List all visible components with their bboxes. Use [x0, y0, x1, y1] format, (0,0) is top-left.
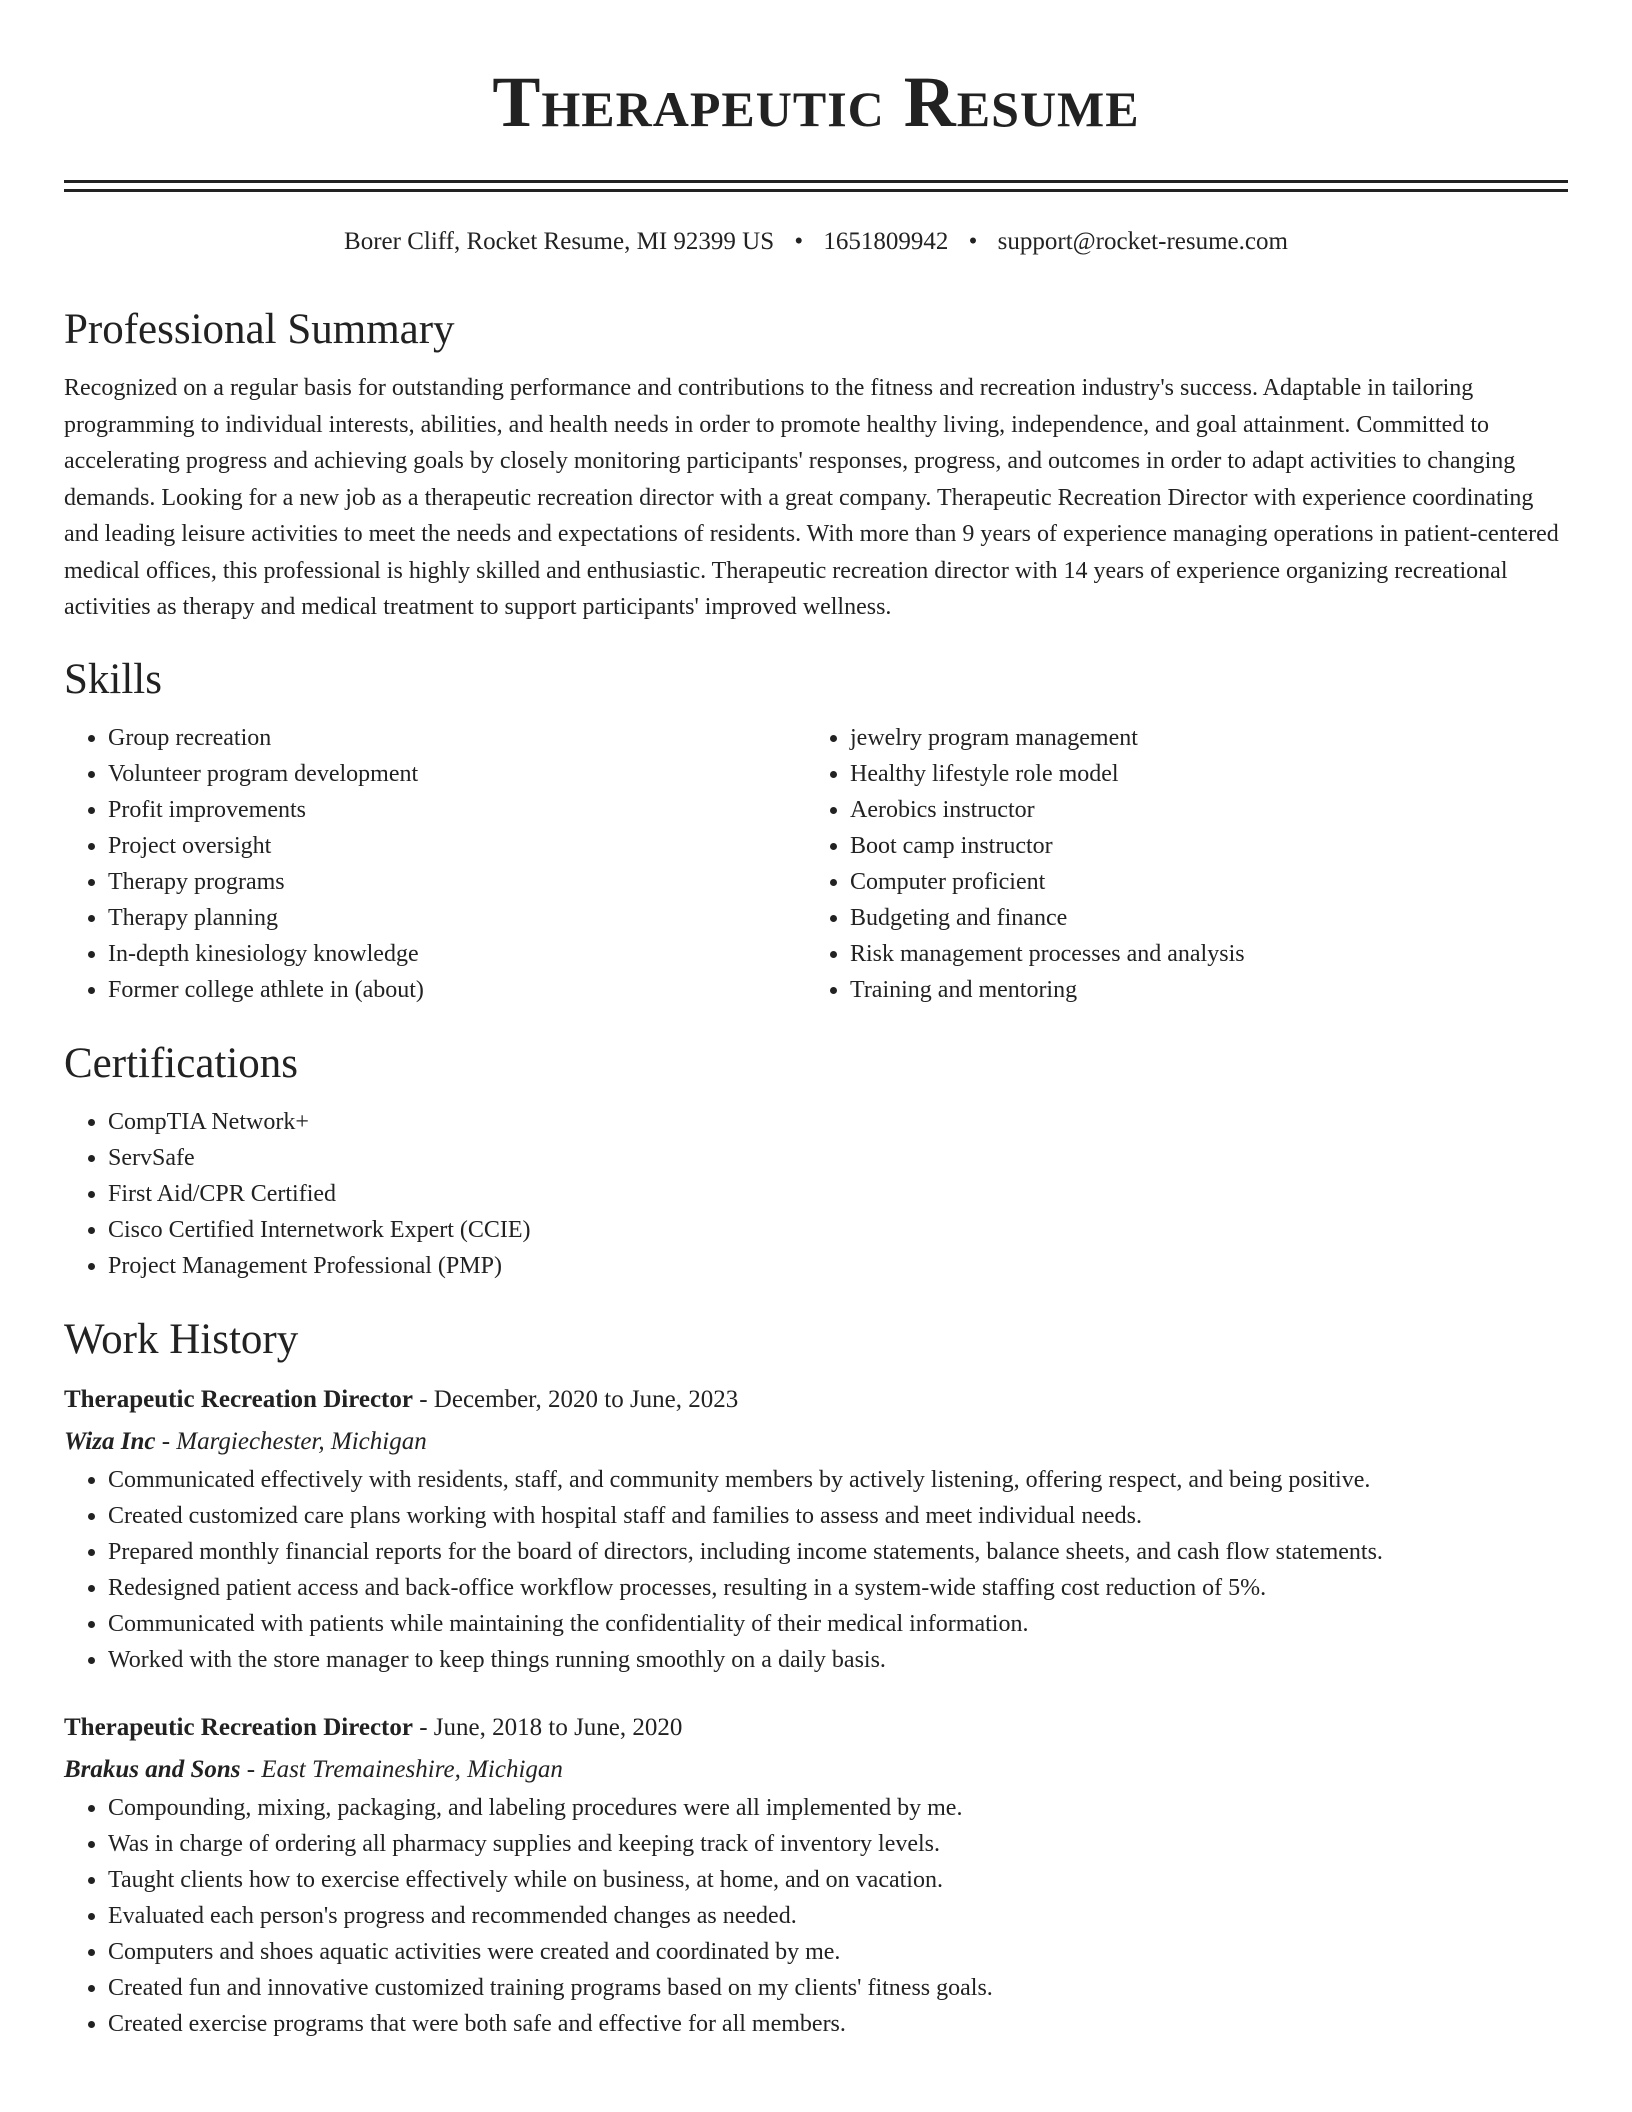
skill-item: • Volunteer program development — [108, 756, 806, 792]
job-duty-item: • Taught clients how to exercise effectively while on business, at home, and on vacation. — [108, 1862, 1568, 1898]
job-title: Therapeutic Recreation Director — [64, 1385, 413, 1413]
header-divider-top — [64, 180, 1568, 183]
certification-item: • CompTIA Network+ — [108, 1104, 1568, 1140]
contact-separator: • — [794, 228, 804, 255]
job-duty-item: • Prepared monthly financial reports for the board of directors, including income statements, balance sheets, and cash flow statements. — [108, 1534, 1568, 1570]
certification-item: • ServSafe — [108, 1140, 1568, 1176]
skills-heading: Skills — [64, 655, 162, 703]
summary-heading: Professional Summary — [64, 306, 455, 353]
job-duty-item: • Compounding, mixing, packaging, and labeling procedures were all implemented by me. — [108, 1790, 1568, 1826]
contact-phone: 1651809942 — [823, 228, 949, 255]
skill-item: • Healthy lifestyle role model — [850, 756, 1548, 792]
job-entry — [64, 1382, 1568, 1678]
skill-item: • Therapy planning — [108, 900, 806, 936]
job-duty-item: • Created fun and innovative customized training programs based on my clients' fitness goals. — [108, 1970, 1568, 2006]
job-duty-item: • Communicated with patients while maintaining the confidentiality of their medical information. — [108, 1606, 1568, 1642]
job-location: - East Tremaineshire, Michigan — [240, 1755, 563, 1783]
skills-list — [64, 720, 1568, 1008]
job-duties-list — [64, 1790, 1568, 2042]
job-duties-list — [64, 1462, 1568, 1678]
job-duty-item: • Created customized care plans working with hospital staff and families to assess and meet individual needs. — [108, 1498, 1568, 1534]
skill-item: • Aerobics instructor — [850, 792, 1548, 828]
job-title: Therapeutic Recreation Director — [64, 1713, 413, 1741]
skill-item: • jewelry program management — [850, 720, 1548, 756]
job-company: Wiza Inc — [64, 1427, 156, 1455]
job-duty-item: • Computers and shoes aquatic activities were created and coordinated by me. — [108, 1934, 1568, 1970]
job-duty-item: • Evaluated each person's progress and recommended changes as needed. — [108, 1898, 1568, 1934]
certifications-heading: Certifications — [64, 1039, 299, 1087]
skill-item: • Training and mentoring — [850, 972, 1548, 1008]
job-company-line — [64, 1422, 1568, 1462]
skill-item: • Former college athlete in (about) — [108, 972, 806, 1008]
skill-item: • Boot camp instructor — [850, 828, 1548, 864]
contact-email: support@rocket-resume.com — [997, 228, 1288, 255]
skill-item: • Computer proficient — [850, 864, 1548, 900]
certification-item: • Cisco Certified Internetwork Expert (CCIE) — [108, 1212, 1568, 1248]
contact-address: Borer Cliff, Rocket Resume, MI 92399 US — [344, 228, 775, 255]
skill-item: • Therapy programs — [108, 864, 806, 900]
header-divider-bottom — [64, 189, 1568, 192]
job-company: Brakus and Sons — [64, 1755, 241, 1783]
job-duty-item: • Created exercise programs that were both safe and effective for all members. — [108, 2006, 1568, 2042]
skill-item: • Project oversight — [108, 828, 806, 864]
certification-item: • Project Management Professional (PMP) — [108, 1248, 1568, 1284]
job-duty-item: • Redesigned patient access and back-office workflow processes, resulting in a system-wide staffing cost reduction of 5%. — [108, 1570, 1568, 1606]
skills-column-right — [806, 720, 1548, 1008]
job-title-line — [64, 1382, 1568, 1418]
skill-item: • In-depth kinesiology knowledge — [108, 936, 806, 972]
skill-item: • Group recreation — [108, 720, 806, 756]
summary-text: Recognized on a regular basis for outstanding performance and contributions to the fitness and recreation industry's success. Adaptable in tailoring programming to individual interests, abilities, and health needs in order to promote healthy living, independence, and goal attainment. Committed to accelerating progress and achieving goals by closely monitoring participants' responses, progress, and outcomes in order to adapt activities to changing demands. Looking for a new job as a therapeutic recreation director with a great company. Therapeutic Recreation Director with experience coordinating and leading leisure activities to meet the needs and expectations of residents. With more than 9 years of experience managing operations in patient-centered medical offices, this professional is highly skilled and enthusiastic. Therapeutic recreation director with 14 years of experience organizing recreational activities as therapy and medical treatment to support participants' improved wellness. — [64, 375, 1559, 620]
job-duty-item: • Worked with the store manager to keep things running smoothly on a daily basis. — [108, 1642, 1568, 1678]
job-company-line — [64, 1750, 1568, 1790]
job-title-line — [64, 1710, 1568, 1746]
job-duty-item: • Was in charge of ordering all pharmacy supplies and keeping track of inventory levels. — [108, 1826, 1568, 1862]
skill-item: • Profit improvements — [108, 792, 806, 828]
certification-item: • First Aid/CPR Certified — [108, 1176, 1568, 1212]
contact-line — [64, 226, 1568, 258]
skills-column-left — [64, 720, 806, 1008]
certifications-list — [64, 1104, 1568, 1284]
skill-item: • Risk management processes and analysis — [850, 936, 1548, 972]
work-history-heading: Work History — [64, 1315, 299, 1363]
job-entry — [64, 1710, 1568, 2042]
contact-separator: • — [968, 228, 978, 255]
resume-title: Therapeutic Resume — [492, 62, 1140, 142]
job-dates: - June, 2018 to June, 2020 — [412, 1713, 683, 1741]
job-dates: - December, 2020 to June, 2023 — [412, 1385, 739, 1413]
skill-item: • Budgeting and finance — [850, 900, 1548, 936]
job-location: - Margiechester, Michigan — [155, 1427, 427, 1455]
job-duty-item: • Communicated effectively with residents, staff, and community members by actively listening, offering respect, and being positive. — [108, 1462, 1568, 1498]
